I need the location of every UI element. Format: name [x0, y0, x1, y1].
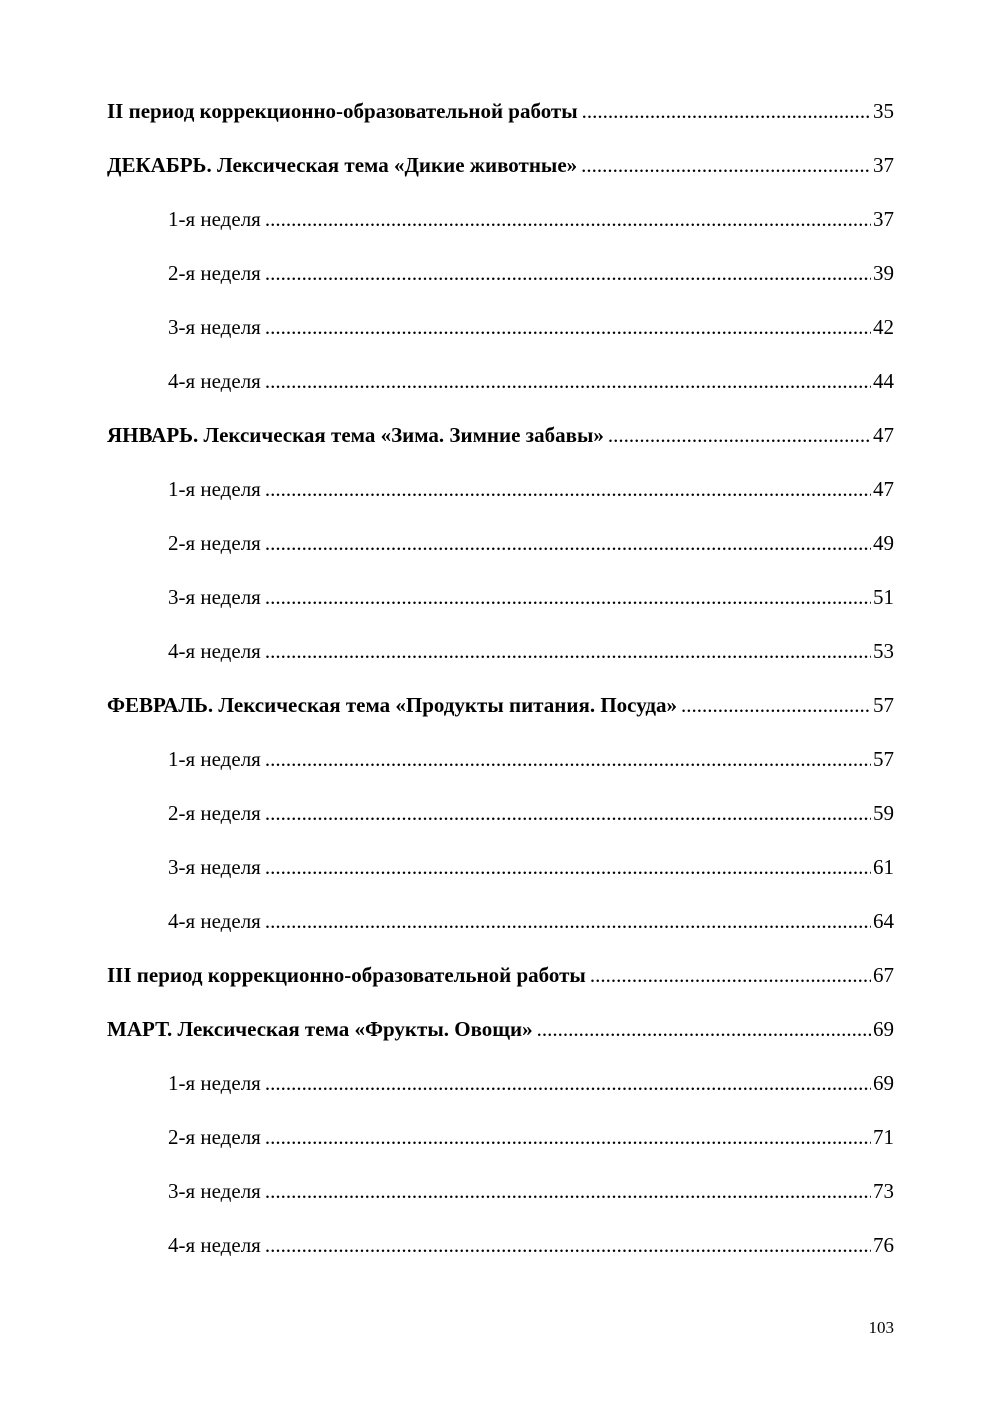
toc-entry-title: 3-я неделя — [168, 855, 261, 879]
toc-dot-leader — [265, 624, 871, 678]
toc-entry-title: 3-я неделя — [168, 315, 261, 339]
toc-entry-title: ДЕКАБРЬ. Лексическая тема «Дикие животные» — [107, 153, 578, 177]
toc-dot-leader — [608, 408, 871, 462]
toc-entry-page: 37 — [873, 207, 894, 231]
toc-entry-title: 2-я неделя — [168, 801, 261, 825]
toc-subsection-entry[interactable] — [107, 786, 894, 840]
toc-entry-page: 59 — [873, 801, 894, 825]
toc-entry-title: МАРТ. Лексическая тема «Фрукты. Овощи» — [107, 1017, 533, 1041]
toc-subsection-entry[interactable] — [107, 246, 894, 300]
table-of-contents — [107, 84, 894, 1272]
toc-dot-leader — [265, 354, 871, 408]
toc-entry-title: 3-я неделя — [168, 585, 261, 609]
toc-entry-title: ФЕВРАЛЬ. Лексическая тема «Продукты питания. Посуда» — [107, 693, 677, 717]
toc-section-entry[interactable] — [107, 948, 894, 1002]
toc-entry-title: 1-я неделя — [168, 747, 261, 771]
toc-entry-page: 35 — [873, 99, 894, 123]
toc-entry-title: III период коррекционно-образовательной работы — [107, 963, 586, 987]
toc-entry-page: 76 — [873, 1233, 894, 1257]
toc-entry-title: 2-я неделя — [168, 261, 261, 285]
toc-entry-page: 57 — [873, 693, 894, 717]
toc-dot-leader — [265, 894, 871, 948]
toc-dot-leader — [265, 1218, 871, 1272]
toc-entry-page: 57 — [873, 747, 894, 771]
toc-dot-leader — [265, 840, 871, 894]
toc-entry-title: II период коррекционно-образовательной работы — [107, 99, 578, 123]
toc-subsection-entry[interactable] — [107, 732, 894, 786]
toc-subsection-entry[interactable] — [107, 462, 894, 516]
toc-entry-title: 4-я неделя — [168, 639, 261, 663]
toc-subsection-entry[interactable] — [107, 840, 894, 894]
toc-entry-title: 4-я неделя — [168, 1233, 261, 1257]
toc-subsection-entry[interactable] — [107, 570, 894, 624]
toc-dot-leader — [265, 786, 871, 840]
toc-entry-title: 1-я неделя — [168, 1071, 261, 1095]
toc-entry-page: 47 — [873, 423, 894, 447]
toc-entry-page: 61 — [873, 855, 894, 879]
toc-entry-title: 1-я неделя — [168, 207, 261, 231]
toc-dot-leader — [265, 246, 871, 300]
toc-section-entry[interactable] — [107, 138, 894, 192]
toc-subsection-entry[interactable] — [107, 516, 894, 570]
toc-dot-leader — [590, 948, 871, 1002]
toc-entry-page: 47 — [873, 477, 894, 501]
toc-entry-page: 49 — [873, 531, 894, 555]
toc-entry-title: 2-я неделя — [168, 531, 261, 555]
toc-subsection-entry[interactable] — [107, 300, 894, 354]
toc-subsection-entry[interactable] — [107, 1056, 894, 1110]
toc-entry-title: 2-я неделя — [168, 1125, 261, 1149]
toc-dot-leader — [265, 1110, 871, 1164]
toc-dot-leader — [681, 678, 871, 732]
toc-entry-page: 42 — [873, 315, 894, 339]
toc-dot-leader — [265, 570, 871, 624]
toc-entry-page: 71 — [873, 1125, 894, 1149]
toc-section-entry[interactable] — [107, 408, 894, 462]
toc-entry-page: 64 — [873, 909, 894, 933]
toc-dot-leader — [265, 1056, 871, 1110]
toc-dot-leader — [537, 1002, 871, 1056]
toc-entry-title: 1-я неделя — [168, 477, 261, 501]
toc-entry-page: 69 — [873, 1071, 894, 1095]
toc-dot-leader — [582, 84, 871, 138]
toc-dot-leader — [581, 138, 871, 192]
toc-dot-leader — [265, 1164, 871, 1218]
toc-entry-page: 44 — [873, 369, 894, 393]
toc-section-entry[interactable] — [107, 84, 894, 138]
toc-dot-leader — [265, 516, 871, 570]
toc-entry-title: ЯНВАРЬ. Лексическая тема «Зима. Зимние забавы» — [107, 423, 604, 447]
toc-subsection-entry[interactable] — [107, 894, 894, 948]
toc-entry-title: 4-я неделя — [168, 909, 261, 933]
page-number: 103 — [868, 1318, 894, 1337]
toc-dot-leader — [265, 732, 871, 786]
toc-entry-title: 3-я неделя — [168, 1179, 261, 1203]
toc-subsection-entry[interactable] — [107, 192, 894, 246]
toc-entry-page: 53 — [873, 639, 894, 663]
toc-entry-page: 69 — [873, 1017, 894, 1041]
toc-dot-leader — [265, 462, 871, 516]
toc-subsection-entry[interactable] — [107, 354, 894, 408]
toc-subsection-entry[interactable] — [107, 1110, 894, 1164]
toc-subsection-entry[interactable] — [107, 624, 894, 678]
toc-section-entry[interactable] — [107, 678, 894, 732]
toc-entry-page: 51 — [873, 585, 894, 609]
toc-subsection-entry[interactable] — [107, 1164, 894, 1218]
toc-entry-page: 73 — [873, 1179, 894, 1203]
toc-subsection-entry[interactable] — [107, 1218, 894, 1272]
toc-dot-leader — [265, 192, 871, 246]
toc-entry-page: 39 — [873, 261, 894, 285]
toc-dot-leader — [265, 300, 871, 354]
toc-entry-page: 37 — [873, 153, 894, 177]
toc-entry-title: 4-я неделя — [168, 369, 261, 393]
toc-entry-page: 67 — [873, 963, 894, 987]
toc-section-entry[interactable] — [107, 1002, 894, 1056]
